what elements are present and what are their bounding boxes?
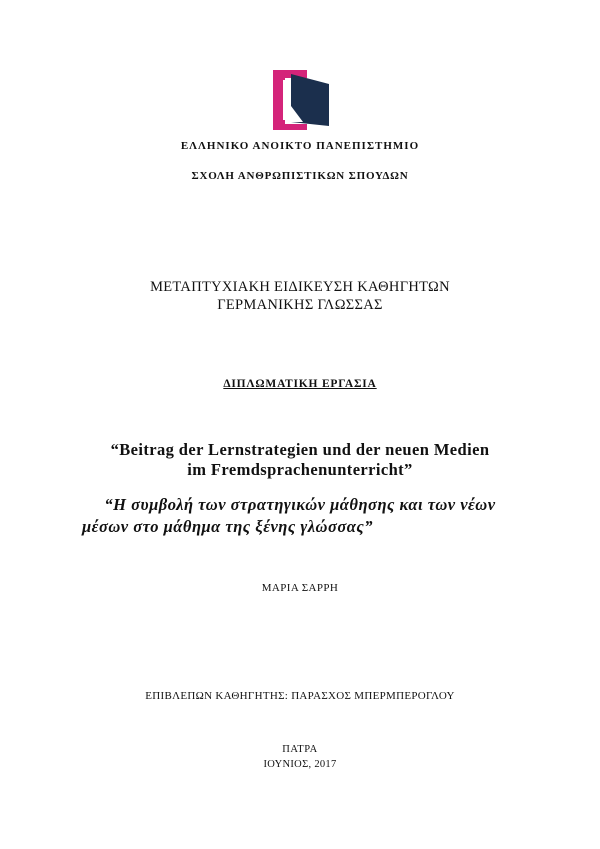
author-name: ΜΑΡΙΑ ΣΑΡΡΗ [261, 582, 339, 594]
title-greek-line-2: μέσων στο μάθημα της ξένης γλώσσας” [82, 517, 373, 536]
university-logo-icon [273, 70, 329, 130]
date: ΙΟΥΝΙΟΣ, 2017 [263, 759, 337, 770]
supervisor-line: ΕΠΙΒΛΕΠΩΝ ΚΑΘΗΓΗΤΗΣ: ΠΑΡΑΣΧΟΣ ΜΠΕΡΜΠΕΡΟΓΛΟΥ [145, 690, 455, 702]
title-greek-line-1: “Η συμβολή των στρατηγικών μάθησης και των νέων [104, 495, 496, 514]
program-line-2: ΓΕΡΜΑΝΙΚΗΣ ΓΛΩΣΣΑΣ [217, 297, 383, 313]
title-german-line-1: “Beitrag der Lernstrategien und der neuen Medien [110, 440, 490, 459]
title-german-line-2: im Fremdsprachenunterricht” [187, 460, 413, 479]
school-name: ΣΧΟΛΗ ΑΝΘΡΩΠΙΣΤΙΚΩΝ ΣΠΟΥΔΩΝ [191, 170, 409, 182]
city: ΠΑΤΡΑ [282, 744, 318, 755]
program-line-1: ΜΕΤΑΠΤΥΧΙΑΚΗ ΕΙΔΙΚΕΥΣΗ ΚΑΘΗΓΗΤΩΝ [150, 279, 450, 295]
university-name: ΕΛΛΗΝΙΚΟ ΑΝΟΙΚΤΟ ΠΑΝΕΠΙΣΤΗΜΙΟ [180, 140, 420, 152]
thesis-type-heading: ΔΙΠΛΩΜΑΤΙΚΗ ΕΡΓΑΣΙΑ [223, 378, 377, 390]
